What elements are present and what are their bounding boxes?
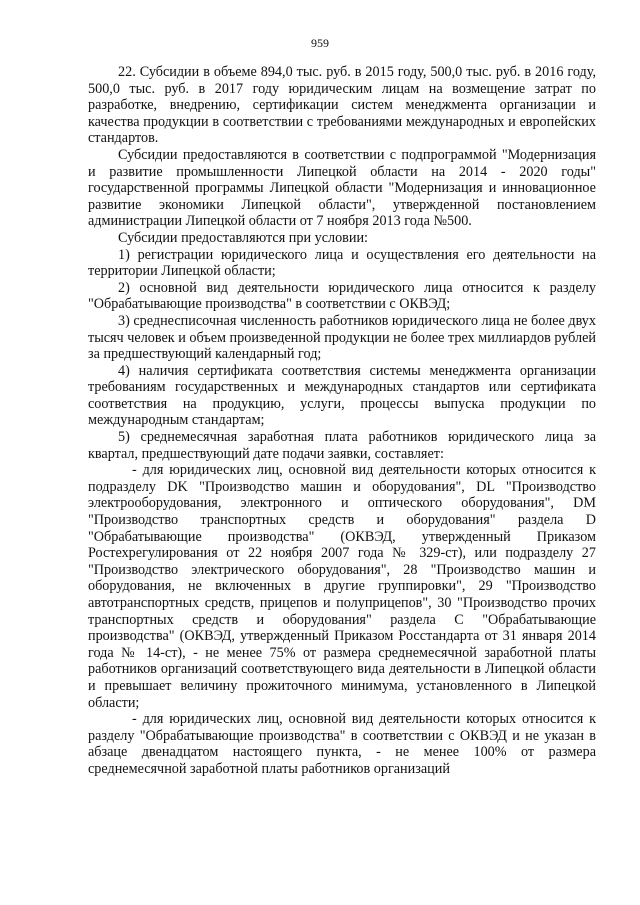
condition-2: 2) основной вид деятельности юридического лица относится к разделу "Обрабатывающие производства" в соответствии с ОКВЭД; — [88, 279, 596, 313]
condition-5-subitem-2: - для юридических лиц, основной вид деятельности которых относится к разделу "Обрабатывающие производства" в соответствии с ОКВЭД и не указан в абзаце двенадцатом настоящего пункта, - не менее 100% от размера среднемесячной заработной платы работников организаций — [88, 711, 596, 777]
paragraph-conditions-intro: Субсидии предоставляются при условии: — [118, 229, 368, 246]
condition-4: 4) наличия сертификата соответствия системы менеджмента организации требованиям государственных и международных стандартов или сертификата соответствия на продукцию, услуги, процессы выпуска продукции по международным стандартам; — [88, 362, 596, 429]
paragraph-item-22: 22. Субсидии в объеме 894,0 тыс. руб. в 2015 году, 500,0 тыс. руб. в 2016 году, 500,0 тыс. руб. в 2017 году юридическим лицам на возмещение затрат по разработке, внедрению, сертификации систем менеджмента организации и качества продукции в соответствии с требованиями международных и европейских стандартов. — [88, 64, 596, 147]
paragraph-legal-basis: Субсидии предоставляются в соответствии с подпрограммой "Модернизация и развитие промышленности Липецкой области на 2014 - 2020 годы" государственной программы Липецкой области "Модернизация и инновационное развитие экономики Липецкой области", утвержденной постановлением администрации Липецкой области от 7 ноября 2013 года №500. — [88, 146, 596, 230]
condition-1: 1) регистрации юридического лица и осуществления его деятельности на территории Липецкой области; — [88, 246, 596, 280]
condition-5: 5) среднемесячная заработная плата работников юридического лица за квартал, предшествующий дате подачи заявки, составляет: — [88, 429, 596, 462]
condition-5-subitem-1: - для юридических лиц, основной вид деятельности которых относится к подразделу DK "Производство машин и оборудования", DL "Производство электрооборудования, электронного и оптического оборудования", DM "Производство транспортных средств и оборудования" раздела D "Обрабатывающие производства" (ОКВЭД, утвержденный Приказом Ростехрегулирования от 22 ноября 2007 года № 329-ст), или подразделу 27 "Производство электрического оборудования", 28 "Производство машин и оборудования, не включенных в другие группировки", 29 "Производство автотранспортных средств, прицепов и полуприцепов", 30 "Производство прочих транспортных средств и оборудования" раздела С "Обрабатывающие производства" (ОКВЭД, утвержденный Приказом Росстандарта от 31 января 2014 года № 14-ст), - не менее 75% от размера среднемесячной заработной платы работников организаций соответствующего вида деятельности в Липецкой области и превышает величину прожиточного минимума, установленного в Липецкой области; — [88, 462, 596, 711]
document-body — [88, 64, 596, 778]
page-number: 959 — [311, 36, 329, 50]
condition-3: 3) среднесписочная численность работников юридического лица не более двух тысяч человек и объем произведенной продукции не более трех миллиардов рублей за предшествующий календарный год; — [88, 312, 596, 363]
